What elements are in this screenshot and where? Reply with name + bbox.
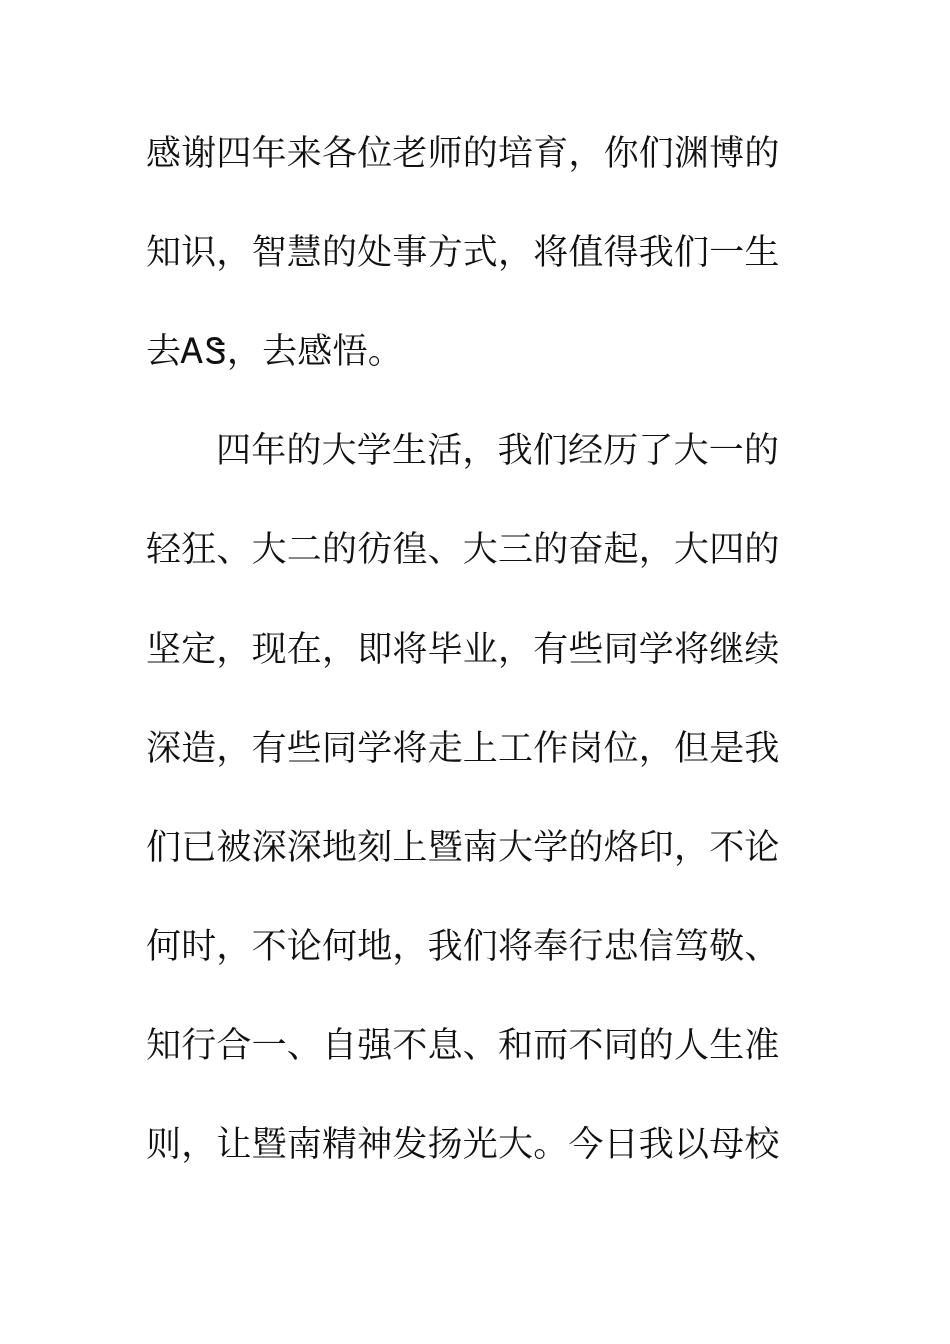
text-line: 深造，有些同学将走上工作岗位，但是我 (146, 729, 780, 769)
paragraph-first-line: 四年的大学生活，我们经历了大一的 (216, 431, 780, 471)
text-line: 坚定，现在，即将毕业，有些同学将继续 (146, 630, 780, 670)
text-line: 轻狂、大二的彷徨、大三的奋起，大四的 (146, 530, 780, 570)
text-line: 则，让暨南精神发扬光大。今日我以母校 (146, 1125, 780, 1165)
text-line: 知行合一、自强不息、和而不同的人生准 (146, 1026, 780, 1066)
text-line: 何时，不论何地，我们将奉行忠信笃敬、 (146, 927, 780, 967)
text-line: 感谢四年来各位老师的培育，你们渊博的 (146, 134, 780, 174)
text-line: 知识，智慧的处事方式，将值得我们一生 (146, 233, 780, 273)
text-line: 们已被深深地刻上暨南大学的烙印，不论 (146, 828, 780, 868)
text-line: 去ᎪᏕ，去感悟。 (146, 332, 403, 372)
